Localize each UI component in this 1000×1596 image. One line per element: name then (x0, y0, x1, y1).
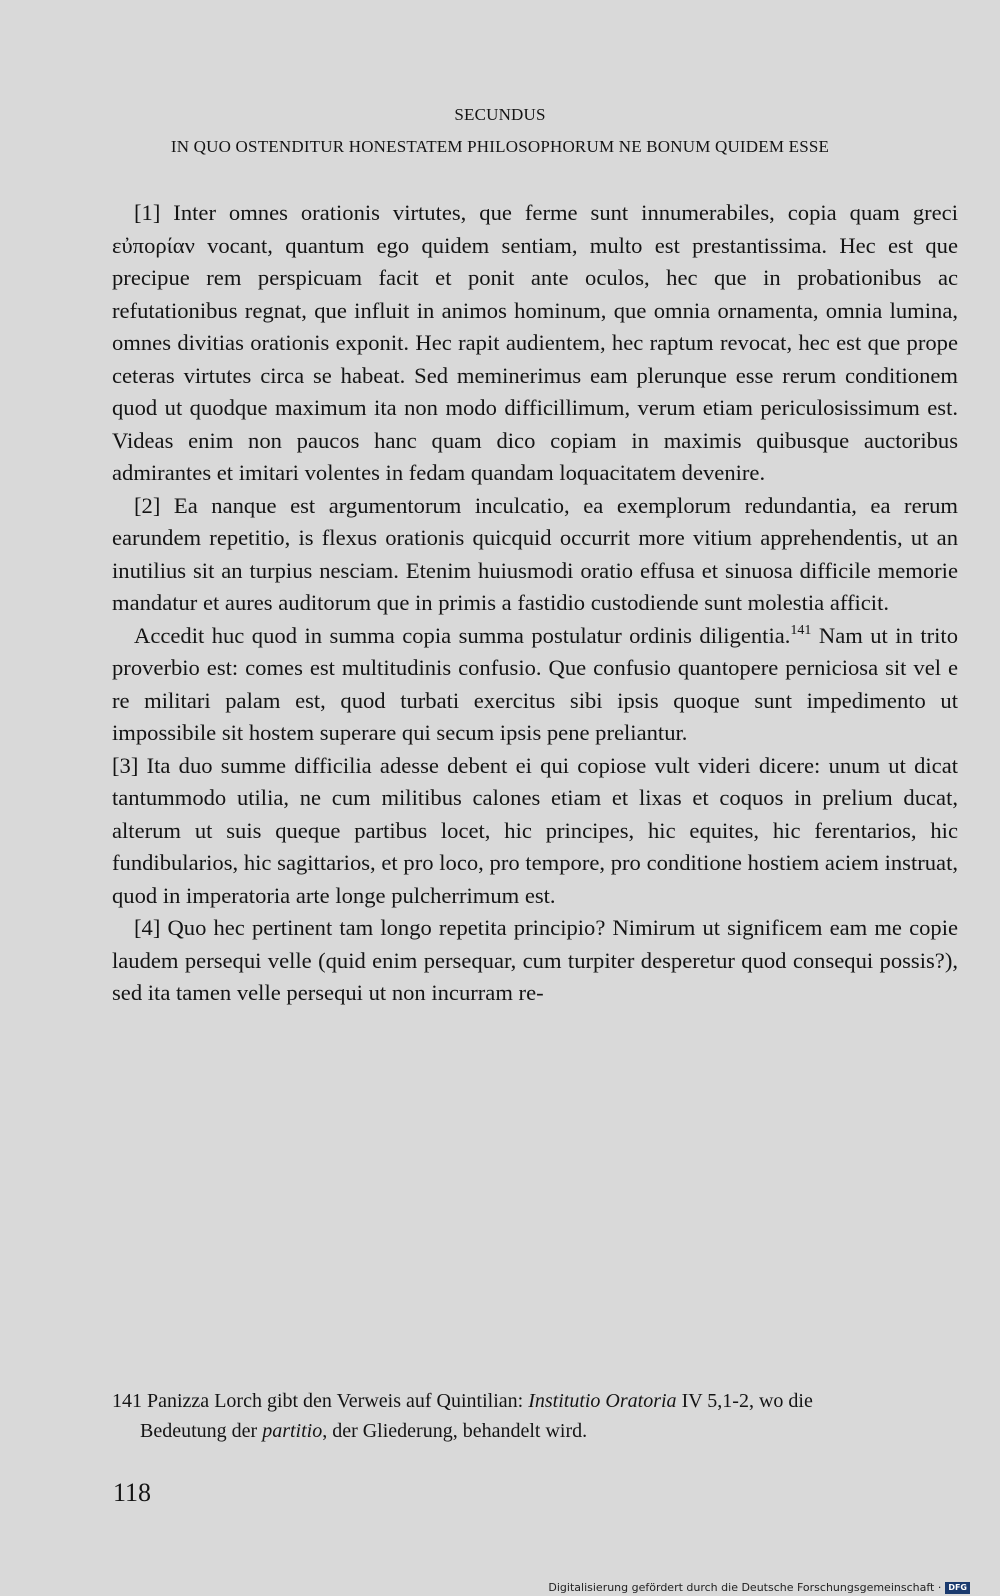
footnote-text-1: 141 Panizza Lorch gibt den Verweis auf Quintilian: (112, 1390, 529, 1412)
page-number: 118 (113, 1478, 152, 1507)
footnote-italic-term: partitio (262, 1420, 323, 1442)
paragraph-4: [4] Quo hec pertinent tam longo repetita principio? Nimirum ut significem eam me copie laudem persequi velle (quid enim persequar, cum turpiter desperetur quod consequi possis?), sed ita tamen velle persequi ut non incurram re- (112, 915, 958, 1005)
section-subtitle: IN QUO OSTENDITUR HONESTATEM PHILOSOPHORUM NE BONUM QUIDEM ESSE (170, 137, 830, 156)
paragraph-accedit-main: Accedit huc quod in summa copia summa postulatur ordinis diligentia. (134, 622, 791, 648)
footnote-text-3: Bedeutung der (140, 1420, 263, 1442)
paragraph-accedit (112, 620, 958, 750)
footnote-reference: 141 (790, 622, 812, 638)
credit-text: Digitalisierung gefördert durch die Deutsche Forschungsgemeinschaft · (548, 1581, 942, 1594)
footnote-text-2: IV 5,1-2, wo die (676, 1390, 813, 1412)
paragraph-3: [3] Ita duo summe difficilia adesse debent ei qui copiose vult videri dicere: unum ut dicat tantummodo utilia, ne cum militibus calones etiam et lixas et coquos in prelium ducat, alterum ut suis queque partibus locet, hic principes, hic equites, hic ferentarios, hic fundibularios, hic sagittarios, et pro loco, pro tempore, pro conditione hostiem aciem instruat, quod in imperatoria arte longe pulcherrimum est. (112, 752, 958, 908)
section-title: SECUNDUS (454, 105, 546, 124)
body-text (112, 197, 958, 1010)
dfg-logo: DFG (945, 1582, 970, 1594)
paragraph-2: [2] Ea nanque est argumentorum inculcatio, ea exemplorum redundantia, ea rerum earundem repetitio, is flexus orationis quicquid occurrit more vitium apprehendentis, ut an inutilius sit an turpius nesciam. Etenim huiusmodi oratio effusa et sinuosa difficile memorie mandatur et aures auditorum que in primis a fastidio custodiende sunt molestia afficit. (112, 492, 958, 615)
footnote-line-2 (112, 1416, 958, 1446)
footnote-text-4: , der Gliederung, behandelt wird. (322, 1420, 588, 1442)
footnote (112, 1386, 958, 1446)
footnote-italic-title: Institutio Oratoria (528, 1390, 677, 1412)
digitization-credit (548, 1581, 970, 1594)
paragraph-1: [1] Inter omnes orationis virtutes, que ferme sunt innumerabiles, copia quam greci εὐπορίαν vocant, quantum ego quidem sentiam, multo est prestantissima. Hec est que precipue rem perspicuam facit et ponit ante oculos, hec que in probationibus ac refutationibus regnat, que influit in animos hominum, que omnia ornamenta, omnia lumina, omnes divitias orationis exponit. Hec rapit audientem, hec raptum revocat, hec est que prope ceteras virtutes circa se habeat. Sed meminerimus eam plerunque esse rerum conditionem quod ut quodque maximum ita non modo difficillimum, verum etiam periculosissimum est. Videas enim non paucos hanc quam dico copiam in maximis quibusque auctoribus admirantes et imitari volentes in fedam quandam loquacitatem devenire. (112, 200, 958, 485)
paragraph-accedit-rest: Nam ut in trito proverbio est: comes est multitudinis confusio. Que confusio quantopere perniciosa sit vel e re militari palam est, quod turbati exercitus sibi ipsis quoque sunt impedimento ut impossibile sit hostem superare qui secum ipsis pene preliantur. (112, 622, 958, 745)
